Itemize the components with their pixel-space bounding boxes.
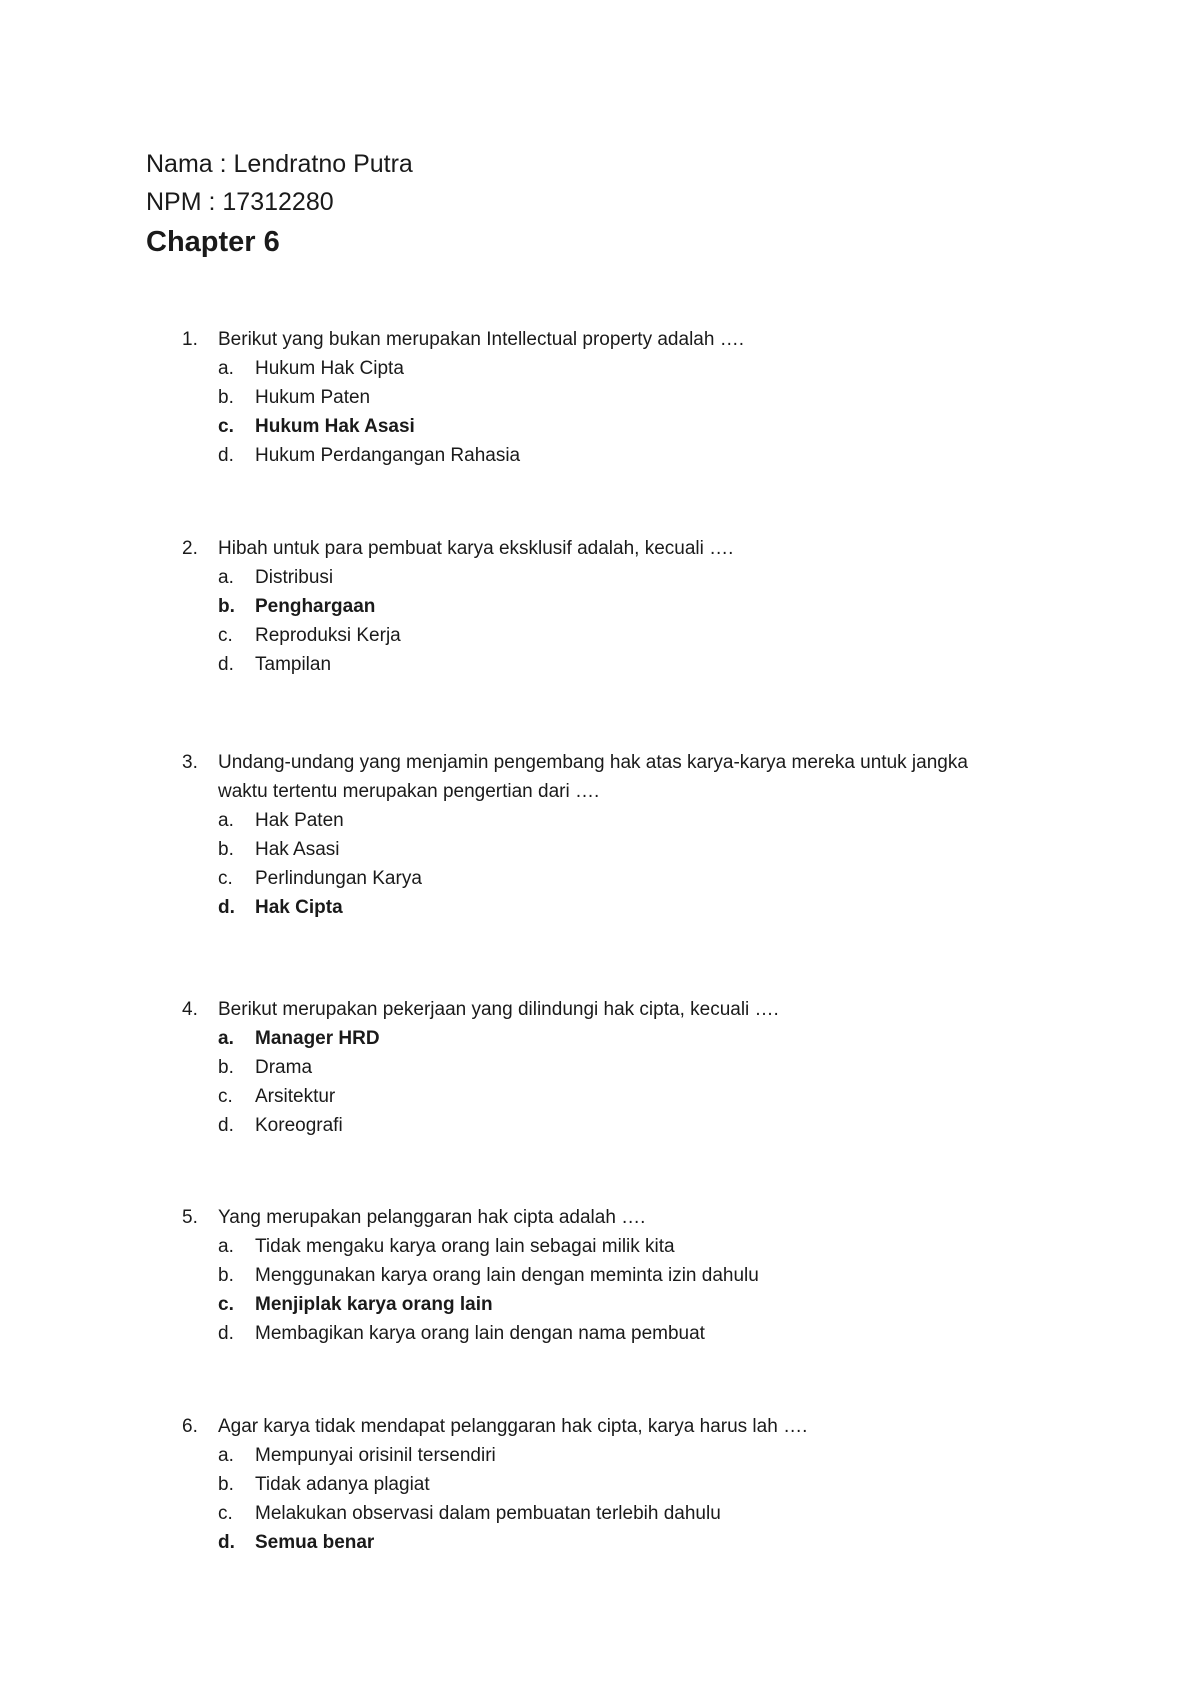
option-letter: d. xyxy=(218,654,234,675)
question-text: waktu tertentu merupakan pengertian dari …. xyxy=(218,781,600,802)
answer-option xyxy=(0,1499,1200,1528)
option-letter: c. xyxy=(218,1294,234,1315)
option-text: Menjiplak karya orang lain xyxy=(255,1294,493,1315)
question-line xyxy=(0,777,1200,806)
option-letter: c. xyxy=(218,1503,233,1524)
question-text: Hibah untuk para pembuat karya eksklusif adalah, kecuali …. xyxy=(218,538,734,559)
chapter-title: Chapter 6 xyxy=(146,226,280,258)
question-block xyxy=(0,995,1200,1140)
answer-option xyxy=(0,441,1200,470)
question-block xyxy=(0,1412,1200,1557)
question-text: Agar karya tidak mendapat pelanggaran hak cipta, karya harus lah …. xyxy=(218,1416,808,1437)
question-text: Undang-undang yang menjamin pengembang hak atas karya-karya mereka untuk jangka xyxy=(218,752,968,773)
answer-option-correct xyxy=(0,893,1200,922)
answer-option xyxy=(0,1441,1200,1470)
question-text: Yang merupakan pelanggaran hak cipta adalah …. xyxy=(218,1207,646,1228)
option-text: Tampilan xyxy=(255,654,332,675)
option-text: Drama xyxy=(255,1057,313,1078)
option-text: Hukum Perdangangan Rahasia xyxy=(255,445,521,466)
option-text: Arsitektur xyxy=(255,1086,336,1107)
answer-option-correct xyxy=(0,1024,1200,1053)
option-letter: d. xyxy=(218,1323,234,1344)
answer-option xyxy=(0,1261,1200,1290)
option-letter: b. xyxy=(218,1057,234,1078)
option-letter: d. xyxy=(218,445,234,466)
option-text: Distribusi xyxy=(255,567,334,588)
option-text: Hak Paten xyxy=(255,810,344,831)
option-letter: d. xyxy=(218,1115,234,1136)
option-text: Hukum Hak Cipta xyxy=(255,358,404,379)
question-block xyxy=(0,534,1200,679)
question-line xyxy=(0,1412,1200,1441)
answer-option xyxy=(0,1470,1200,1499)
option-text: Melakukan observasi dalam pembuatan terlebih dahulu xyxy=(255,1503,721,1524)
option-text: Hukum Paten xyxy=(255,387,371,408)
answer-option xyxy=(0,1082,1200,1111)
answer-option xyxy=(0,806,1200,835)
answer-option-correct xyxy=(0,592,1200,621)
answer-option xyxy=(0,1053,1200,1082)
option-letter: b. xyxy=(218,1265,234,1286)
question-number: 1. xyxy=(182,329,198,350)
option-letter: a. xyxy=(218,1028,234,1049)
option-text: Hak Asasi xyxy=(255,839,340,860)
answer-option xyxy=(0,383,1200,412)
option-text: Semua benar xyxy=(255,1532,375,1553)
option-text: Menggunakan karya orang lain dengan meminta izin dahulu xyxy=(255,1265,759,1286)
answer-option xyxy=(0,835,1200,864)
option-letter: c. xyxy=(218,868,233,889)
answer-option xyxy=(0,864,1200,893)
option-text: Hukum Hak Asasi xyxy=(255,416,415,437)
option-letter: a. xyxy=(218,358,234,379)
question-block xyxy=(0,1203,1200,1348)
question-line xyxy=(0,1203,1200,1232)
question-line xyxy=(0,748,1200,777)
option-letter: c. xyxy=(218,1086,233,1107)
answer-option xyxy=(0,1232,1200,1261)
option-text: Reproduksi Kerja xyxy=(255,625,401,646)
option-letter: d. xyxy=(218,1532,235,1553)
option-letter: d. xyxy=(218,897,235,918)
option-letter: b. xyxy=(218,387,234,408)
option-letter: a. xyxy=(218,567,234,588)
option-text: Membagikan karya orang lain dengan nama pembuat xyxy=(255,1323,705,1344)
option-text: Perlindungan Karya xyxy=(255,868,422,889)
question-block xyxy=(0,748,1200,922)
question-number: 5. xyxy=(182,1207,198,1228)
answer-option xyxy=(0,1319,1200,1348)
option-text: Koreografi xyxy=(255,1115,343,1136)
option-letter: b. xyxy=(218,1474,234,1495)
option-letter: c. xyxy=(218,625,233,646)
question-line xyxy=(0,325,1200,354)
answer-option-correct xyxy=(0,412,1200,441)
answer-option-correct xyxy=(0,1528,1200,1557)
answer-option xyxy=(0,650,1200,679)
option-letter: b. xyxy=(218,596,235,617)
question-number: 6. xyxy=(182,1416,198,1437)
option-letter: b. xyxy=(218,839,234,860)
option-letter: a. xyxy=(218,1445,234,1466)
student-name: Nama : Lendratno Putra xyxy=(146,150,413,178)
question-line xyxy=(0,995,1200,1024)
student-npm: NPM : 17312280 xyxy=(146,188,334,216)
option-text: Hak Cipta xyxy=(255,897,343,918)
option-text: Tidak mengaku karya orang lain sebagai milik kita xyxy=(255,1236,675,1257)
answer-option-correct xyxy=(0,1290,1200,1319)
question-text: Berikut merupakan pekerjaan yang dilindungi hak cipta, kecuali …. xyxy=(218,999,779,1020)
answer-option xyxy=(0,621,1200,650)
option-letter: a. xyxy=(218,810,234,831)
option-text: Manager HRD xyxy=(255,1028,380,1049)
question-text: Berikut yang bukan merupakan Intellectual property adalah …. xyxy=(218,329,744,350)
option-letter: c. xyxy=(218,416,234,437)
option-text: Mempunyai orisinil tersendiri xyxy=(255,1445,496,1466)
answer-option xyxy=(0,1111,1200,1140)
answer-option xyxy=(0,563,1200,592)
option-text: Tidak adanya plagiat xyxy=(255,1474,430,1495)
answer-option xyxy=(0,354,1200,383)
question-number: 2. xyxy=(182,538,198,559)
question-number: 4. xyxy=(182,999,198,1020)
question-line xyxy=(0,534,1200,563)
option-letter: a. xyxy=(218,1236,234,1257)
question-block xyxy=(0,325,1200,470)
option-text: Penghargaan xyxy=(255,596,376,617)
question-number: 3. xyxy=(182,752,198,773)
